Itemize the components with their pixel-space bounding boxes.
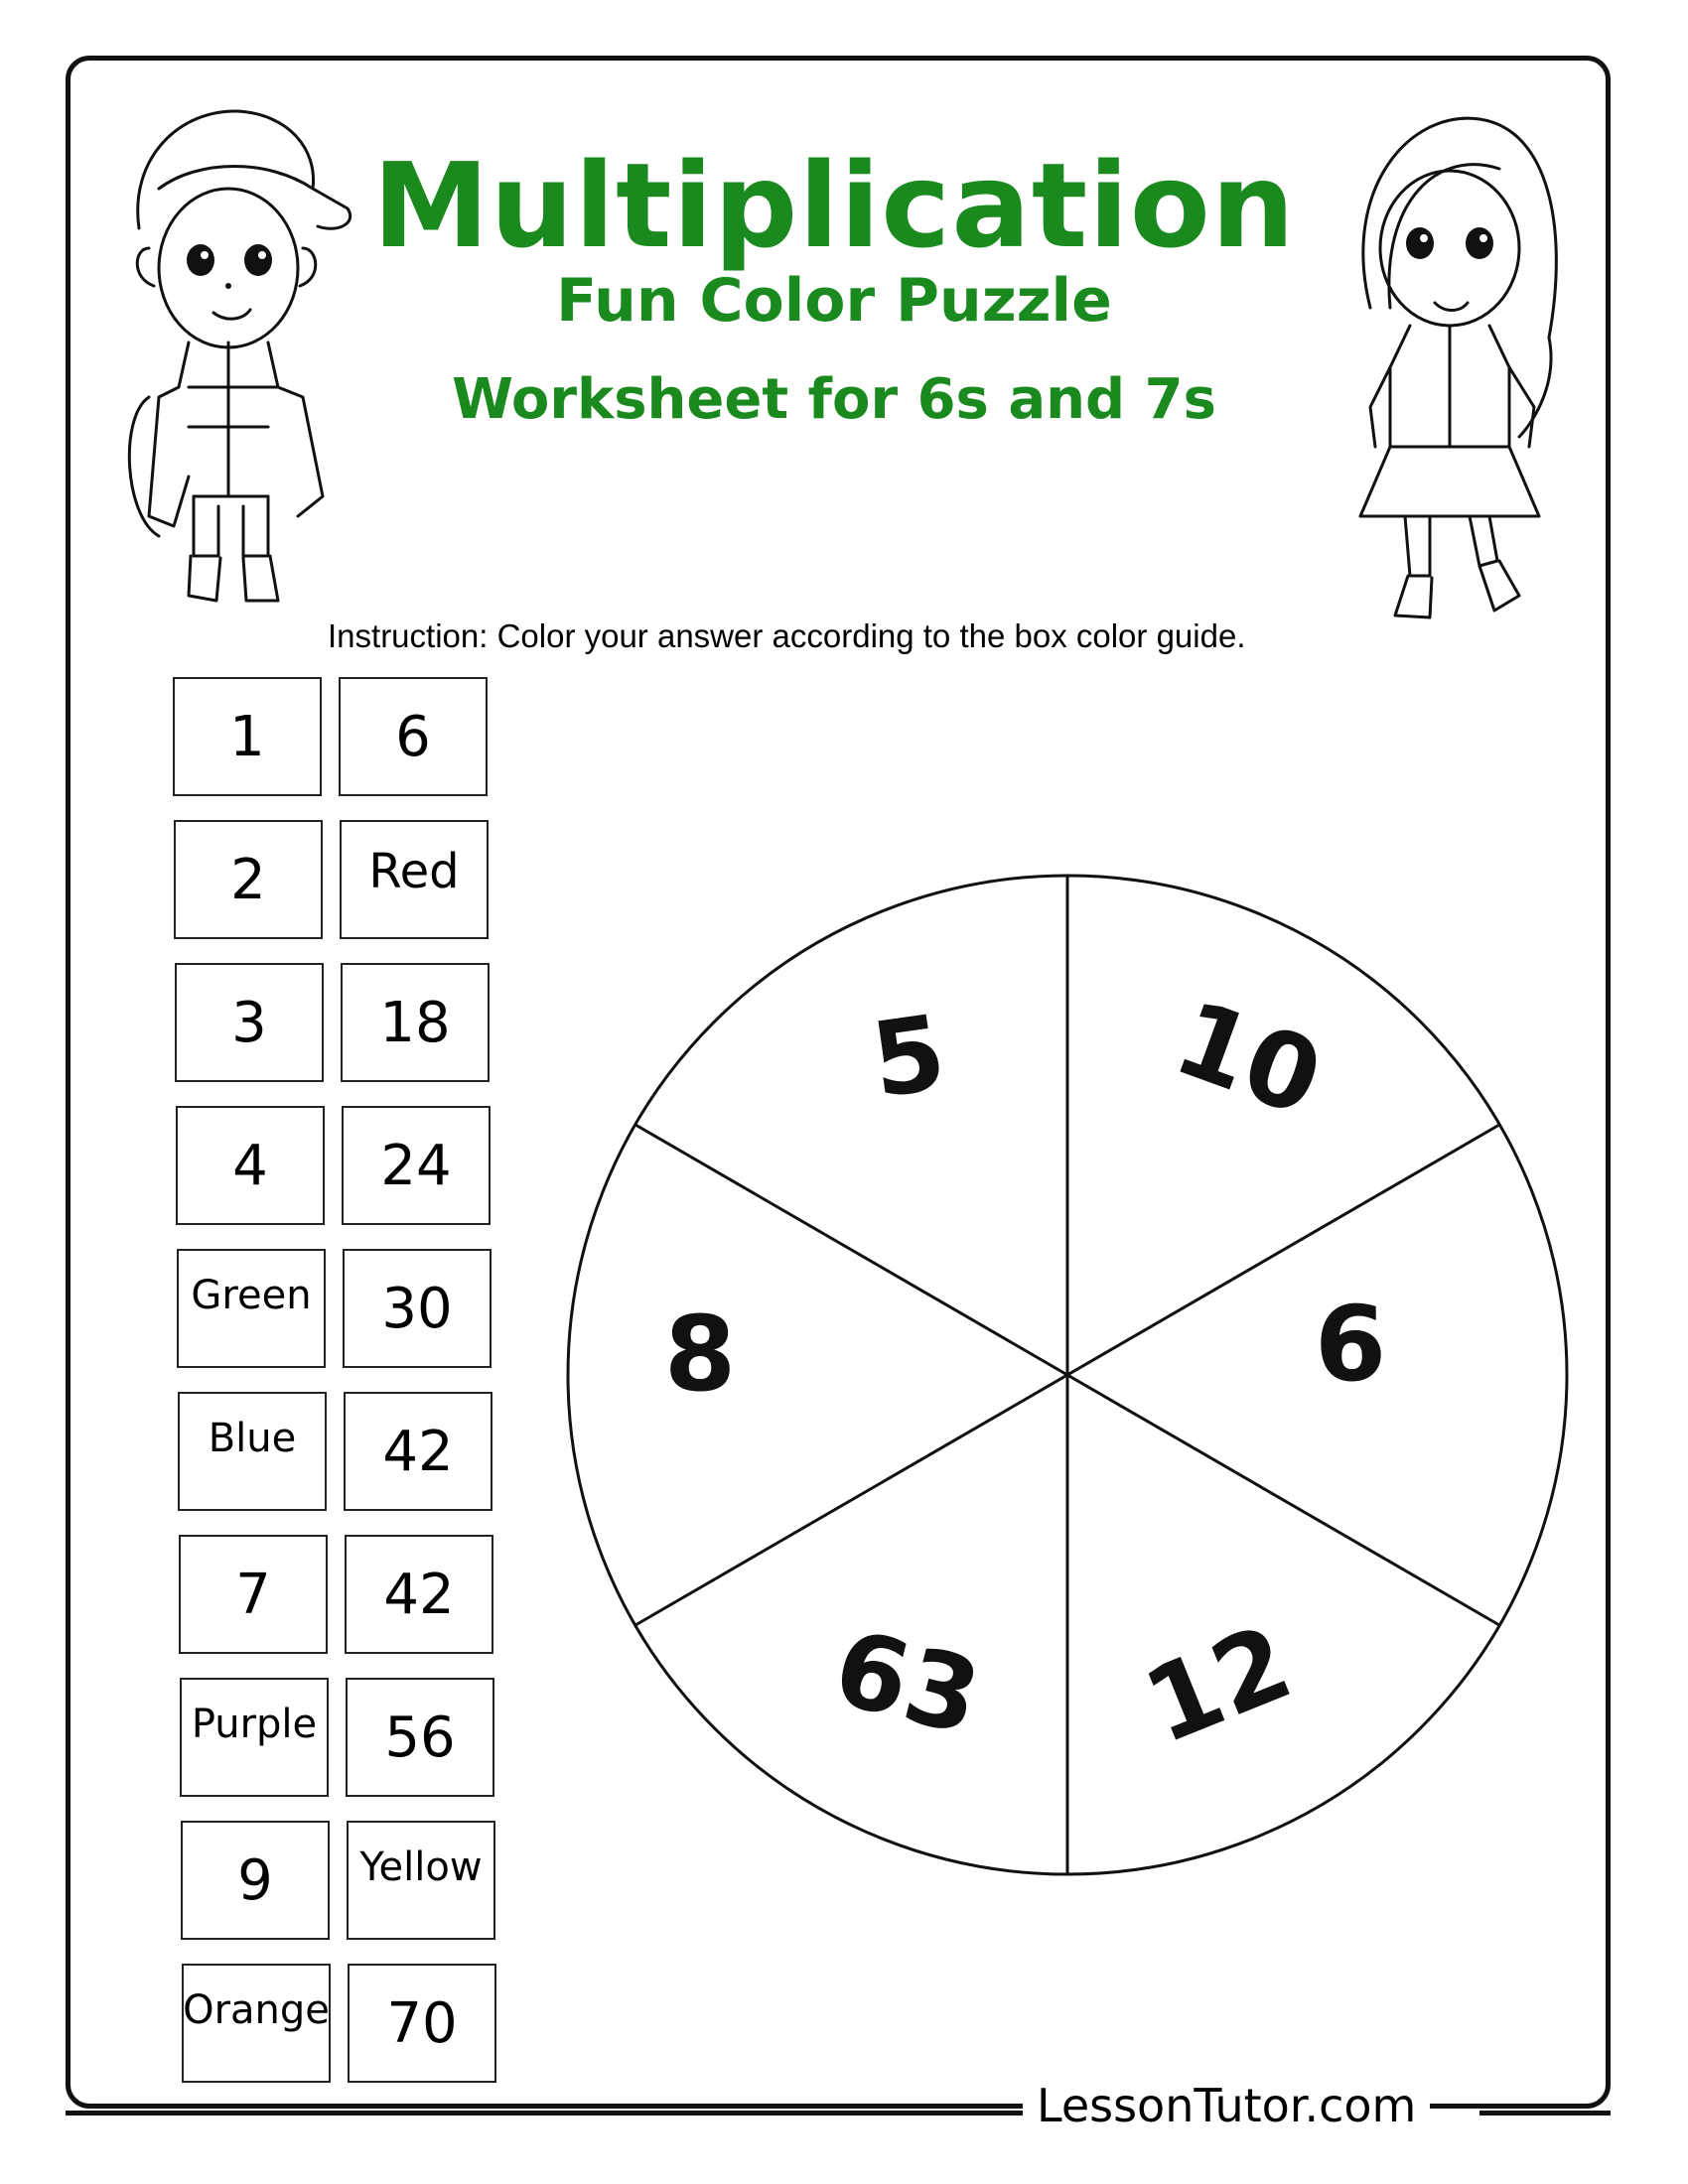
grid-cell-left: Purple [180, 1678, 329, 1797]
grid-cell-right: 42 [345, 1535, 493, 1654]
footer-site: LessonTutor.com [1023, 2079, 1430, 2132]
grid-cell-right: 30 [343, 1249, 492, 1368]
page-title: Multiplication [372, 137, 1296, 274]
grid-cell-left: Blue [178, 1392, 327, 1511]
wheel-number: 8 [663, 1294, 737, 1415]
wheel-number: 12 [1128, 1600, 1308, 1768]
grid-cell-left: 9 [181, 1821, 330, 1940]
grid-cell-right: 42 [344, 1392, 492, 1511]
worksheet-label: Worksheet for 6s and 7s [452, 367, 1216, 432]
grid-cell-left: Orange [182, 1964, 331, 2083]
grid-cell-right: 6 [339, 677, 488, 796]
grid-cell-right: Red [340, 820, 489, 939]
grid-cell-right: Yellow [347, 1821, 495, 1940]
grid-cell-left: 4 [176, 1106, 325, 1225]
grid-cell-left: 7 [179, 1535, 328, 1654]
wheel-number: 6 [1314, 1284, 1387, 1405]
grid-cell-left: 1 [173, 677, 322, 796]
puzzle-wheel [556, 864, 1579, 1886]
page-subtitle: Fun Color Puzzle [556, 266, 1112, 336]
footer-line-right [1479, 2111, 1611, 2116]
grid-cell-right: 18 [341, 963, 490, 1082]
wheel-number: 5 [864, 991, 953, 1122]
grid-cell-left: 2 [174, 820, 323, 939]
grid-cell-left: 3 [175, 963, 324, 1082]
wheel-number: 63 [822, 1606, 992, 1759]
grid-cell-right: 24 [342, 1106, 491, 1225]
wheel-number: 10 [1160, 977, 1337, 1141]
instruction-text: Instruction: Color your answer according to the box color guide. [328, 617, 1246, 654]
grid-cell-left: Green [177, 1249, 326, 1368]
grid-cell-right: 70 [348, 1964, 496, 2083]
footer-line-left [66, 2111, 1023, 2116]
grid-cell-right: 56 [346, 1678, 494, 1797]
